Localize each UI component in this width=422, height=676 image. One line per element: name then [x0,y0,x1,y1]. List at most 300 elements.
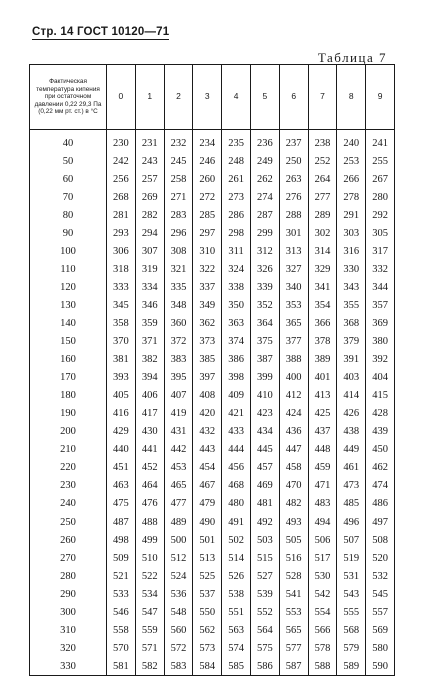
table-cell: 318 [107,260,136,278]
table-cell: 517 [308,549,337,567]
table-cell: 510 [135,549,164,567]
table-row [30,423,395,441]
table-cell: 569 [366,621,395,639]
table-cell: 348 [164,296,193,314]
table-cell: 519 [337,549,366,567]
table-cell: 311 [222,242,251,260]
table-row [30,405,395,423]
table-cell: 260 [193,170,222,188]
row-temperature: 160 [30,351,107,369]
table-cell: 287 [250,206,279,224]
table-cell: 243 [135,152,164,170]
table-cell: 553 [279,603,308,621]
table-cell: 357 [366,296,395,314]
table-row [30,621,395,639]
table-cell: 338 [222,278,251,296]
table-row [30,369,395,387]
table-cell: 394 [135,369,164,387]
table-cell: 387 [250,351,279,369]
page-header [32,26,169,40]
table-cell: 463 [107,477,136,495]
table-cell: 503 [250,531,279,549]
table-row [30,531,395,549]
table-cell: 451 [107,459,136,477]
table-cell: 346 [135,296,164,314]
table-cell: 345 [107,296,136,314]
table-cell: 513 [193,549,222,567]
table-cell: 255 [366,152,395,170]
table-cell: 407 [164,387,193,405]
table-cell: 237 [279,130,308,153]
table-row [30,224,395,242]
table-cell: 438 [337,423,366,441]
table-cell: 498 [107,531,136,549]
table-cell: 575 [250,639,279,657]
table-cell: 496 [337,513,366,531]
table-cell: 386 [222,351,251,369]
table-cell: 369 [366,314,395,332]
table-cell: 365 [279,314,308,332]
table-cell: 507 [337,531,366,549]
table-cell: 382 [135,351,164,369]
row-temperature: 240 [30,495,107,513]
corner-header: Фактическая температура кипения при остаточном давлении 0,22 29,3 Па (0,22 мм рт. ст.) в °С [30,65,107,130]
table-cell: 308 [164,242,193,260]
table-cell: 537 [193,585,222,603]
table-cell: 436 [279,423,308,441]
table-row [30,657,395,676]
row-temperature: 180 [30,387,107,405]
table-cell: 564 [250,621,279,639]
table-cell: 364 [250,314,279,332]
row-temperature: 200 [30,423,107,441]
table-cell: 313 [279,242,308,260]
table-cell: 423 [250,405,279,423]
table-cell: 353 [279,296,308,314]
table-cell: 521 [107,567,136,585]
table-cell: 371 [135,333,164,351]
table-cell: 497 [366,513,395,531]
table-cell: 358 [107,314,136,332]
table-cell: 363 [222,314,251,332]
table-cell: 482 [279,495,308,513]
table-cell: 546 [107,603,136,621]
row-temperature: 210 [30,441,107,459]
table-cell: 375 [250,333,279,351]
table-caption: Таблица 7 [317,50,387,65]
table-cell: 360 [164,314,193,332]
table-cell: 408 [193,387,222,405]
table-cell: 399 [250,369,279,387]
column-header: 2 [164,65,193,130]
table-cell: 461 [337,459,366,477]
table-cell: 440 [107,441,136,459]
row-temperature: 270 [30,549,107,567]
table-cell: 332 [366,260,395,278]
row-temperature: 230 [30,477,107,495]
table-header-row [30,65,395,130]
table-cell: 359 [135,314,164,332]
table-cell: 350 [222,296,251,314]
table-cell: 298 [222,224,251,242]
table-cell: 340 [279,278,308,296]
page-number-label: Стр. 14 ГОСТ 10120—71 [32,26,170,38]
table-cell: 389 [308,351,337,369]
table-cell: 366 [308,314,337,332]
table-row [30,242,395,260]
table-cell: 480 [222,495,251,513]
table-cell: 291 [337,206,366,224]
table-cell: 406 [135,387,164,405]
table-cell: 245 [164,152,193,170]
table-cell: 314 [308,242,337,260]
table-cell: 256 [107,170,136,188]
table-cell: 527 [250,567,279,585]
table-cell: 419 [164,405,193,423]
table-cell: 538 [222,585,251,603]
table-cell: 413 [308,387,337,405]
table-cell: 414 [337,387,366,405]
table-cell: 534 [135,585,164,603]
table-cell: 483 [308,495,337,513]
table-row [30,314,395,332]
row-temperature: 290 [30,585,107,603]
column-header: 5 [250,65,279,130]
table-cell: 231 [135,130,164,153]
table-cell: 253 [337,152,366,170]
table-cell: 447 [279,441,308,459]
table-cell: 568 [337,621,366,639]
table-cell: 257 [135,170,164,188]
table-cell: 578 [308,639,337,657]
table-cell: 400 [279,369,308,387]
row-temperature: 50 [30,152,107,170]
table-cell: 579 [337,639,366,657]
table-cell: 525 [193,567,222,585]
table-cell: 393 [107,369,136,387]
table-cell: 305 [366,224,395,242]
table-cell: 566 [308,621,337,639]
table-cell: 425 [308,405,337,423]
table-cell: 274 [250,188,279,206]
row-temperature: 320 [30,639,107,657]
row-temperature: 190 [30,405,107,423]
table-cell: 271 [164,188,193,206]
table-cell: 580 [366,639,395,657]
table-cell: 520 [366,549,395,567]
table-cell: 252 [308,152,337,170]
table-cell: 288 [279,206,308,224]
table-cell: 409 [222,387,251,405]
table-cell: 397 [193,369,222,387]
table-cell: 335 [164,278,193,296]
table-cell: 477 [164,495,193,513]
table-cell: 415 [366,387,395,405]
table-cell: 294 [135,224,164,242]
table-cell: 280 [366,188,395,206]
column-header: 9 [366,65,395,130]
table-cell: 506 [308,531,337,549]
table-cell: 584 [193,657,222,676]
table-cell: 533 [107,585,136,603]
table-cell: 232 [164,130,193,153]
table-cell: 468 [222,477,251,495]
table-cell: 486 [366,495,395,513]
column-header: 0 [107,65,136,130]
table-cell: 524 [164,567,193,585]
table-cell: 272 [193,188,222,206]
table-cell: 531 [337,567,366,585]
table-cell: 343 [337,278,366,296]
table-cell: 266 [337,170,366,188]
table-cell: 344 [366,278,395,296]
table-cell: 293 [107,224,136,242]
table-cell: 439 [366,423,395,441]
table-cell: 433 [222,423,251,441]
row-temperature: 80 [30,206,107,224]
table-cell: 297 [193,224,222,242]
table-cell: 337 [193,278,222,296]
table-cell: 273 [222,188,251,206]
row-temperature: 90 [30,224,107,242]
column-header: 1 [135,65,164,130]
row-temperature: 330 [30,657,107,676]
table-cell: 276 [279,188,308,206]
table-cell: 570 [107,639,136,657]
table-cell: 475 [107,495,136,513]
table-cell: 487 [107,513,136,531]
table-cell: 560 [164,621,193,639]
table-cell: 267 [366,170,395,188]
row-temperature: 70 [30,188,107,206]
table-cell: 509 [107,549,136,567]
table-cell: 392 [366,351,395,369]
table-cell: 453 [164,459,193,477]
row-temperature: 110 [30,260,107,278]
table-cell: 434 [250,423,279,441]
table-cell: 448 [308,441,337,459]
table-cell: 410 [250,387,279,405]
table-cell: 464 [135,477,164,495]
row-temperature: 100 [30,242,107,260]
table-cell: 489 [164,513,193,531]
table-cell: 445 [250,441,279,459]
table-cell: 442 [164,441,193,459]
table-cell: 285 [193,206,222,224]
table-cell: 474 [366,477,395,495]
table-cell: 268 [107,188,136,206]
table-cell: 321 [164,260,193,278]
table-cell: 470 [279,477,308,495]
table-cell: 488 [135,513,164,531]
table-cell: 372 [164,333,193,351]
table-cell: 452 [135,459,164,477]
table-row [30,567,395,585]
table-cell: 417 [135,405,164,423]
table-cell: 443 [193,441,222,459]
table-row [30,333,395,351]
table-cell: 312 [250,242,279,260]
table-cell: 317 [366,242,395,260]
table-cell: 401 [308,369,337,387]
table-body [30,130,395,676]
table-cell: 310 [193,242,222,260]
table-cell: 241 [366,130,395,153]
table-cell: 404 [366,369,395,387]
table-cell: 341 [308,278,337,296]
table-cell: 250 [279,152,308,170]
table-cell: 512 [164,549,193,567]
table-cell: 403 [337,369,366,387]
row-temperature: 130 [30,296,107,314]
table-cell: 493 [279,513,308,531]
table-cell: 349 [193,296,222,314]
table-cell: 330 [337,260,366,278]
table-cell: 558 [107,621,136,639]
row-temperature: 310 [30,621,107,639]
table-cell: 500 [164,531,193,549]
table-cell: 240 [337,130,366,153]
table-cell: 306 [107,242,136,260]
table-cell: 554 [308,603,337,621]
table-cell: 430 [135,423,164,441]
table-cell: 281 [107,206,136,224]
table-cell: 499 [135,531,164,549]
table-cell: 473 [337,477,366,495]
table-cell: 258 [164,170,193,188]
table-cell: 368 [337,314,366,332]
table-cell: 552 [250,603,279,621]
table-row [30,206,395,224]
table-cell: 589 [337,657,366,676]
table-cell: 334 [135,278,164,296]
table-cell: 395 [164,369,193,387]
table-cell: 319 [135,260,164,278]
table-row [30,387,395,405]
table-cell: 235 [222,130,251,153]
table-cell: 261 [222,170,251,188]
table-cell: 277 [308,188,337,206]
table-row [30,351,395,369]
table-cell: 572 [164,639,193,657]
table-cell: 432 [193,423,222,441]
table-cell: 457 [250,459,279,477]
table-cell: 450 [366,441,395,459]
table-cell: 249 [250,152,279,170]
row-temperature: 120 [30,278,107,296]
table-cell: 383 [164,351,193,369]
table-cell: 283 [164,206,193,224]
conversion-table [29,64,395,676]
table-cell: 562 [193,621,222,639]
table-cell: 377 [279,333,308,351]
row-temperature: 60 [30,170,107,188]
table-cell: 526 [222,567,251,585]
row-temperature: 140 [30,314,107,332]
table-cell: 391 [337,351,366,369]
table-cell: 476 [135,495,164,513]
table-cell: 583 [164,657,193,676]
table-cell: 444 [222,441,251,459]
table-cell: 370 [107,333,136,351]
table-row [30,152,395,170]
table-cell: 236 [250,130,279,153]
table-cell: 278 [337,188,366,206]
table-cell: 571 [135,639,164,657]
table-cell: 412 [279,387,308,405]
table-cell: 587 [279,657,308,676]
table-cell: 559 [135,621,164,639]
table-cell: 582 [135,657,164,676]
row-temperature: 40 [30,130,107,153]
table-cell: 548 [164,603,193,621]
table-cell: 555 [337,603,366,621]
table-cell: 282 [135,206,164,224]
table-cell: 322 [193,260,222,278]
table-cell: 385 [193,351,222,369]
row-temperature: 250 [30,513,107,531]
table-cell: 289 [308,206,337,224]
table-row [30,260,395,278]
table-cell: 292 [366,206,395,224]
table-cell: 262 [250,170,279,188]
table-row [30,278,395,296]
column-header: 8 [337,65,366,130]
table-cell: 456 [222,459,251,477]
table-cell: 381 [107,351,136,369]
table-cell: 286 [222,206,251,224]
table-cell: 424 [279,405,308,423]
table-cell: 329 [308,260,337,278]
table-cell: 550 [193,603,222,621]
table-cell: 421 [222,405,251,423]
table-cell: 586 [250,657,279,676]
table-cell: 398 [222,369,251,387]
table-cell: 352 [250,296,279,314]
table-cell: 449 [337,441,366,459]
table-cell: 490 [193,513,222,531]
table-cell: 462 [366,459,395,477]
table-cell: 516 [279,549,308,567]
table-cell: 296 [164,224,193,242]
table-row [30,477,395,495]
table-cell: 420 [193,405,222,423]
table-cell: 514 [222,549,251,567]
table-cell: 573 [193,639,222,657]
table-cell: 502 [222,531,251,549]
table-cell: 388 [279,351,308,369]
table-cell: 354 [308,296,337,314]
table-cell: 362 [193,314,222,332]
table-cell: 458 [279,459,308,477]
table-cell: 302 [308,224,337,242]
table-row [30,170,395,188]
table-cell: 428 [366,405,395,423]
table-cell: 248 [222,152,251,170]
table-cell: 491 [222,513,251,531]
table-cell: 431 [164,423,193,441]
table-cell: 539 [250,585,279,603]
table-cell: 379 [337,333,366,351]
table-cell: 378 [308,333,337,351]
table-cell: 269 [135,188,164,206]
column-header: 3 [193,65,222,130]
table-cell: 481 [250,495,279,513]
table-cell: 590 [366,657,395,676]
table-cell: 541 [279,585,308,603]
table-cell: 501 [193,531,222,549]
table-row [30,130,395,153]
